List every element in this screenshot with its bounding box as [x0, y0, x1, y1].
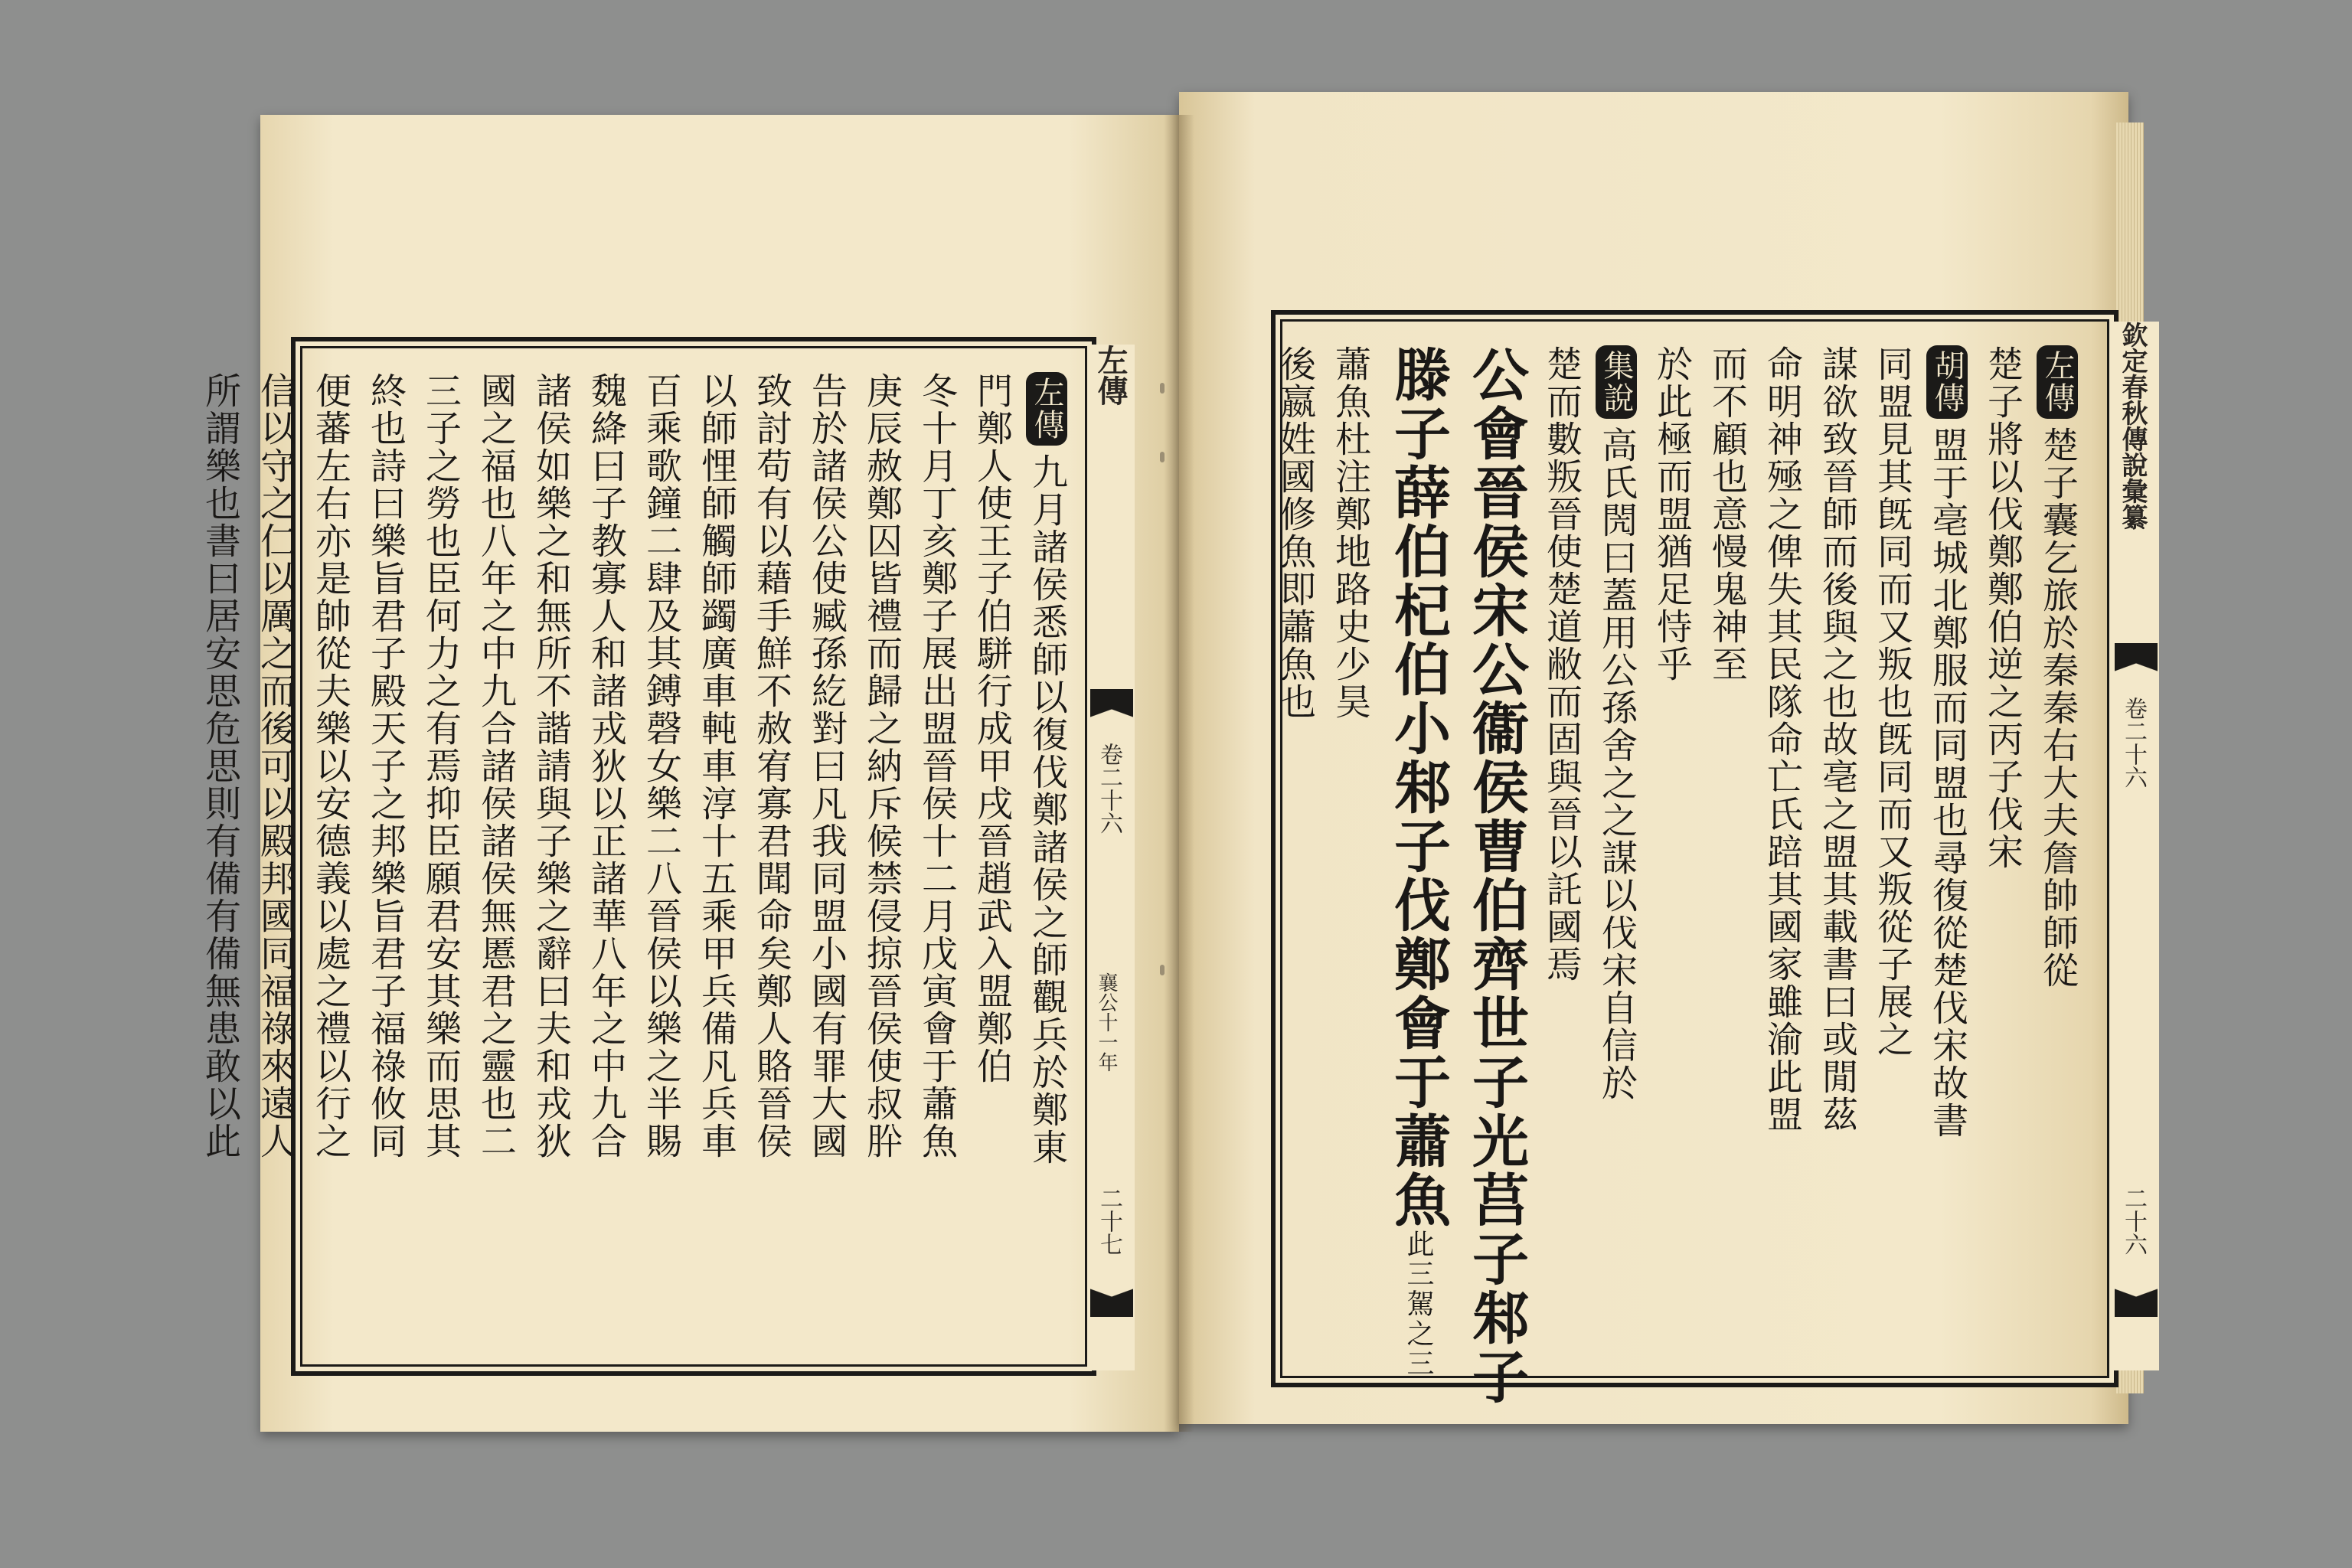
column-text: 楚而數叛晉使楚道敝而固與晉以託國焉	[1540, 345, 1583, 983]
column-text: 公會晉侯宋公衞侯曹伯齊世子光莒子邾子	[1463, 345, 1529, 1406]
text-column	[418, 372, 462, 1348]
text-column	[198, 372, 242, 1348]
column-text: 以師悝師觸師蠲廣車軘車淳十五乘甲兵備凡兵車	[695, 372, 737, 1160]
fishtail-leaf-number: 二十六	[2120, 1187, 2147, 1256]
main-text-column	[1385, 345, 1451, 1379]
commentary-tag: 左傳	[1026, 372, 1067, 446]
column-text: 信以守之仁以厲之而後可以殿邦國同福祿來遠人	[254, 372, 296, 1160]
text-column	[1980, 345, 2024, 1360]
text-column	[473, 372, 518, 1348]
fishtail-title: 欽定春秋傳說彙纂	[2117, 322, 2148, 530]
text-column	[694, 372, 738, 1348]
main-text-column	[1463, 345, 1529, 1406]
open-book	[199, 92, 2148, 1501]
column-text: 滕子薛伯杞伯小邾子伐鄭會于蕭魚	[1385, 345, 1451, 1230]
text-column	[1704, 345, 1749, 1360]
text-column	[253, 372, 297, 1348]
column-text: 所謂樂也書曰居安思危思則有備有備無患敢以此	[199, 372, 241, 1160]
text-column	[1272, 345, 1317, 1360]
commentary-tag: 左傳	[2037, 345, 2078, 419]
column-text: 百乘歌鐘二肆及其鎛磬女樂二八晉侯以樂之半賜	[640, 372, 682, 1160]
fishtail-lower-mark	[1090, 1271, 1133, 1317]
column-text: 三子之勞也臣何力之有焉抑臣願君安其樂而思其	[420, 372, 462, 1160]
column-text: 九月諸侯悉師以復伐鄭諸侯之師觀兵於鄭東	[1026, 453, 1068, 1166]
left-fishtail-margin	[1089, 345, 1135, 1370]
left-text-columns	[199, 372, 1069, 1348]
column-text: 而不顧也意慢鬼神至	[1706, 345, 1748, 683]
commentary-tag: 集說	[1596, 345, 1637, 419]
text-column	[308, 372, 352, 1348]
column-text: 楚子將以伐鄭鄭伯逆之丙子伐宋	[1981, 345, 2024, 871]
text-column	[1024, 372, 1069, 1348]
binding-hole	[1160, 383, 1165, 394]
column-text: 諸侯如樂之和無所不諧請與子樂之辭曰夫和戎狄	[530, 372, 572, 1160]
column-text: 門鄭人使王子伯駢行成甲戌晉趙武入盟鄭伯	[971, 372, 1013, 1085]
fishtail-lower-mark	[2115, 1271, 2158, 1317]
text-column	[1328, 345, 1372, 1360]
column-text: 告於諸侯公使臧孫紇對曰凡我同盟小國有罪大國	[805, 372, 848, 1160]
text-column	[1925, 345, 1969, 1360]
column-text: 終也詩曰樂旨君子殿天子之邦樂旨君子福祿攸同	[364, 372, 407, 1160]
text-column	[639, 372, 683, 1348]
commentary-tag: 胡傳	[1926, 345, 1968, 419]
right-text-frame	[1271, 310, 2118, 1406]
book-gutter	[1164, 115, 1194, 1432]
column-text: 國之福也八年之中九合諸侯諸侯無慝君之靈也二	[475, 372, 517, 1160]
text-column	[804, 372, 848, 1348]
text-column	[1815, 345, 1859, 1360]
column-text: 冬十月丁亥鄭子展出盟晉侯十二月戊寅會于蕭魚	[916, 372, 958, 1160]
fishtail-leaf-number: 二十七	[1096, 1187, 1122, 1256]
text-column	[2035, 345, 2079, 1360]
text-column	[859, 372, 903, 1348]
column-text: 於此極而盟猶足恃乎	[1651, 345, 1693, 683]
text-column	[969, 372, 1014, 1348]
text-column	[528, 372, 573, 1348]
fishtail-upper-mark	[2115, 643, 2158, 689]
column-text: 盟于亳城北鄭服而同盟也尋復從楚伐宋故書	[1926, 426, 1968, 1139]
column-text: 高氏閌曰蓋用公孫舍之之謀以伐宋自信於	[1596, 426, 1638, 1102]
fishtail-juan: 卷二十六	[2120, 697, 2147, 789]
column-text: 蕭魚杜注鄭地路史少昊	[1329, 345, 1371, 720]
fishtail-upper-mark	[1090, 689, 1133, 735]
left-text-frame	[199, 337, 1096, 1376]
column-text: 庚辰赦鄭囚皆禮而歸之納斥候禁侵掠晉侯使叔肸	[861, 372, 903, 1160]
fishtail-title: 左傳	[1093, 345, 1129, 406]
column-text: 命明神殛之俾失其民隊命亡氏踣其國家雖渝此盟	[1761, 345, 1803, 1133]
text-column	[583, 372, 628, 1348]
right-fishtail-margin	[2113, 322, 2159, 1370]
column-text: 後嬴姓國修魚即蕭魚也	[1274, 345, 1316, 720]
binding-hole	[1160, 452, 1165, 462]
fishtail-reign-year: 襄公十一年	[1095, 972, 1118, 1072]
text-column	[1539, 345, 1583, 1360]
column-text: 便蕃左右亦是帥從夫樂以安德義以處之禮以行之	[309, 372, 351, 1160]
column-text: 謀欲致晉師而後與之也故亳之盟其載書曰或閒茲	[1816, 345, 1858, 1133]
text-column	[914, 372, 959, 1348]
binding-hole	[1160, 965, 1165, 975]
text-column	[363, 372, 407, 1348]
text-column	[749, 372, 793, 1348]
text-column	[1649, 345, 1694, 1360]
interlinear-note: 此三駕之三	[1403, 1230, 1434, 1379]
column-text: 楚子囊乞旅於秦秦右大夫詹帥師從	[2037, 426, 2079, 989]
fishtail-juan: 卷二十六	[1096, 743, 1122, 835]
column-text: 魏絳曰子教寡人和諸戎狄以正諸華八年之中九合	[585, 372, 627, 1160]
text-column	[1759, 345, 1804, 1360]
right-text-columns	[1274, 345, 2079, 1406]
text-column	[1870, 345, 1914, 1360]
column-text: 致討苟有以藉手鮮不赦宥寡君聞命矣鄭人賂晉侯	[750, 372, 792, 1160]
text-column	[1594, 345, 1638, 1360]
column-text: 同盟見其旣同而又叛也旣同而又叛從子展之	[1871, 345, 1913, 1058]
